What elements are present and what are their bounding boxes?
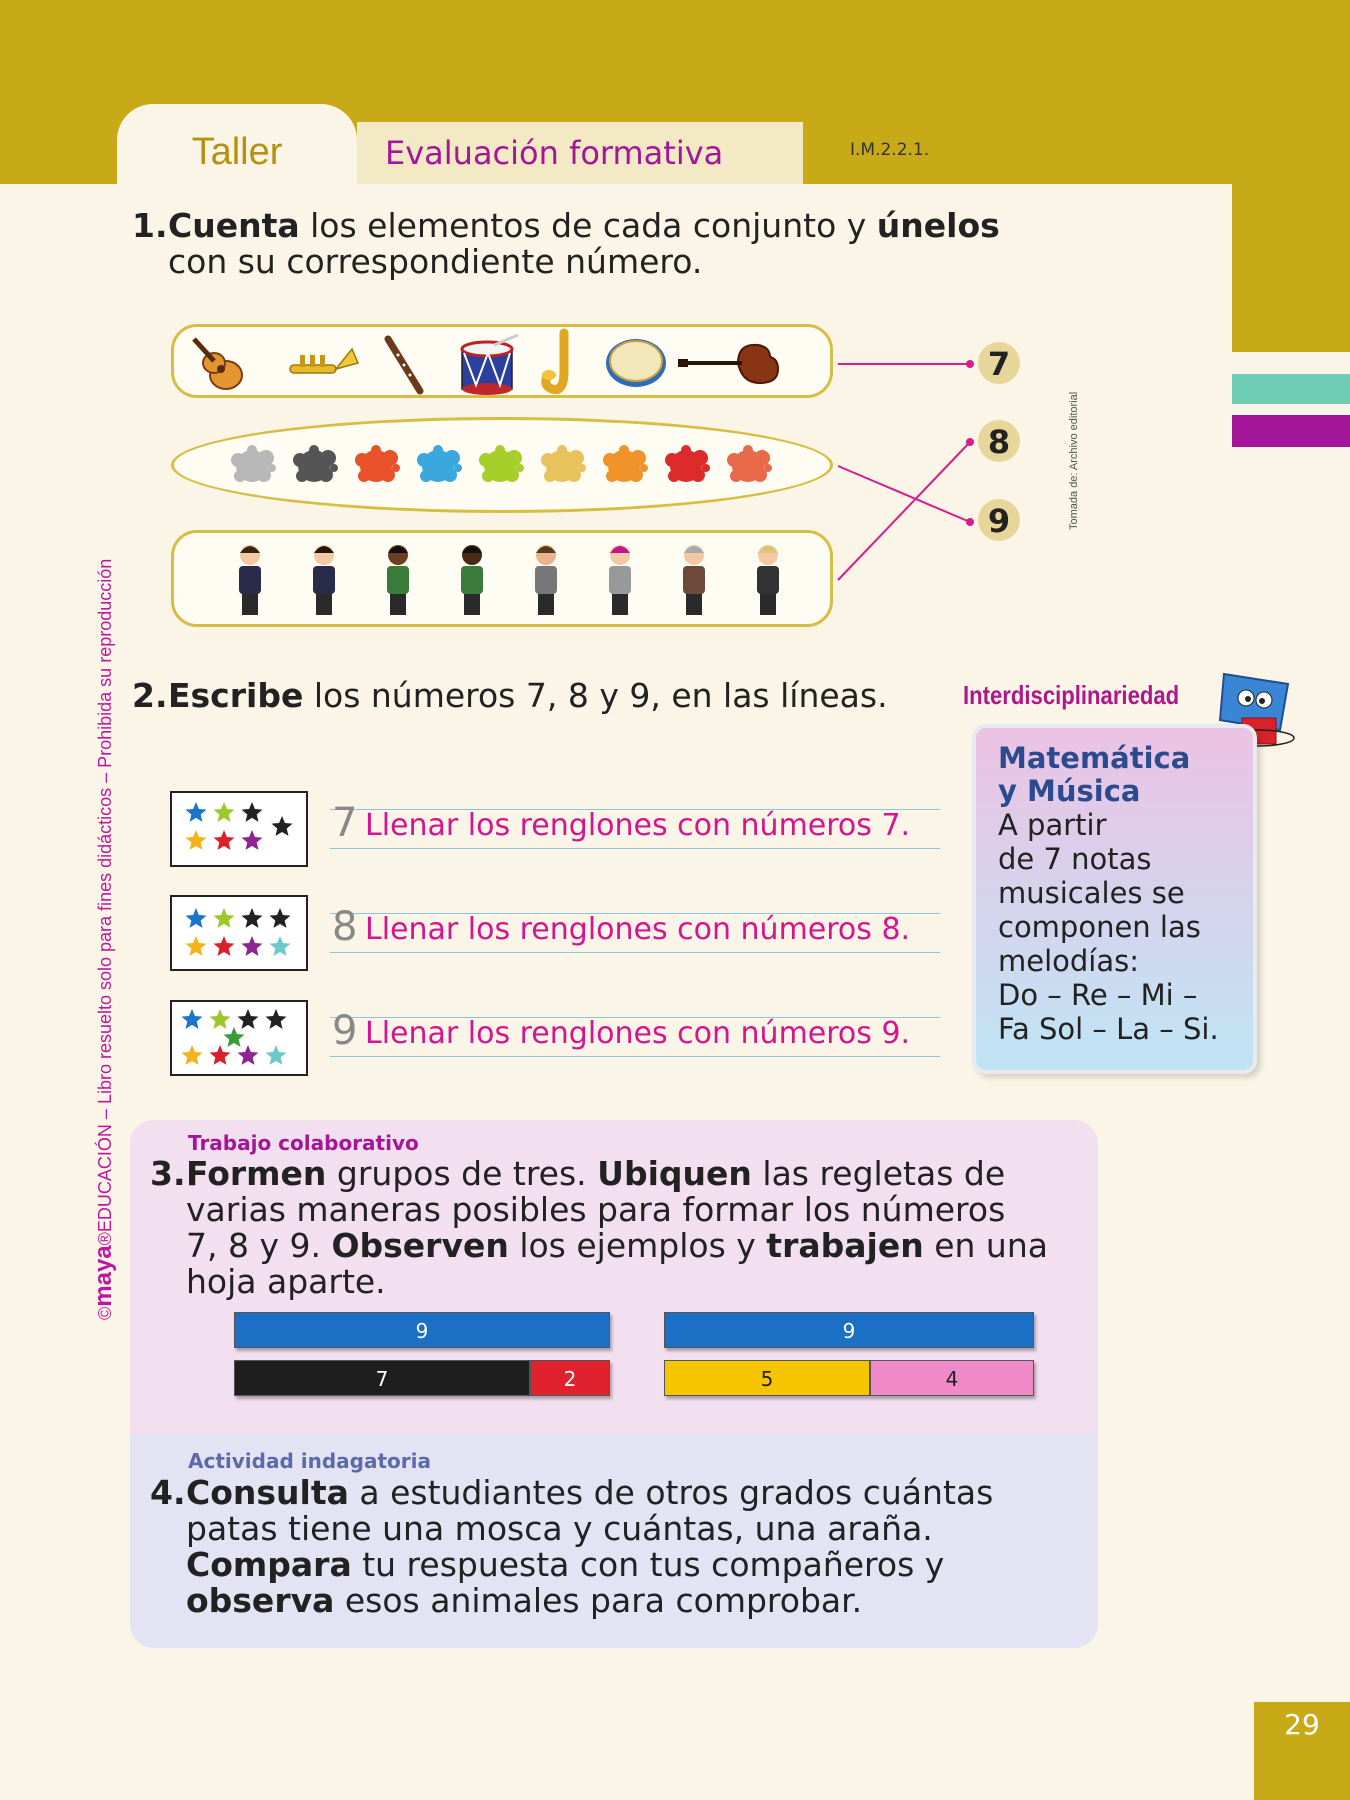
star-icon xyxy=(270,908,291,928)
purple-stripe xyxy=(1232,415,1350,447)
right-band xyxy=(1232,0,1350,352)
number-circle-7[interactable]: 7 xyxy=(978,342,1020,384)
person-icon xyxy=(757,545,779,615)
trace-digit-7: 7 xyxy=(332,800,358,846)
paint-splat-icon xyxy=(479,445,524,482)
paint-splat-icon xyxy=(293,445,338,482)
page-number: 29 xyxy=(1254,1702,1350,1800)
star-icon xyxy=(242,830,263,850)
q1-number: 1. xyxy=(132,206,168,245)
info-line: Fa Sol – La – Si. xyxy=(998,1012,1219,1046)
writing-line-9[interactable] xyxy=(330,1008,940,1057)
info-line: Do – Re – Mi – xyxy=(998,978,1198,1012)
saxophone-icon xyxy=(542,333,564,390)
person-icon xyxy=(313,545,335,615)
info-heading-2: y Música xyxy=(998,774,1141,808)
paint-splat-icon xyxy=(603,445,648,482)
fill-text-7: Llenar los renglones con números 7. xyxy=(365,808,911,843)
drum-icon xyxy=(462,335,518,395)
indicator-code: I.M.2.2.1. xyxy=(850,140,930,160)
star-icon xyxy=(210,1009,231,1029)
writing-line-7[interactable] xyxy=(330,800,940,849)
instruments-drawing xyxy=(174,327,830,395)
interdisciplinary-box xyxy=(972,724,1257,1074)
star-icon xyxy=(242,908,263,928)
inquiry-label: Actividad indagatoria xyxy=(188,1449,431,1473)
star-icon xyxy=(272,816,293,836)
guitar-icon xyxy=(194,339,242,389)
star-icon xyxy=(214,908,235,928)
star-icon xyxy=(224,1027,245,1047)
set-instruments[interactable] xyxy=(171,324,833,398)
tambourine-icon xyxy=(606,339,666,387)
q2-number: 2. xyxy=(132,676,168,715)
violin-icon xyxy=(678,345,778,383)
star-icon xyxy=(186,802,207,822)
person-icon xyxy=(239,545,261,615)
star-icon xyxy=(214,830,235,850)
trace-digit-8: 8 xyxy=(332,904,358,950)
collaborative-label: Trabajo colaborativo xyxy=(188,1131,419,1155)
fill-text-9: Llenar los renglones con números 9. xyxy=(365,1016,911,1051)
info-heading-1: Matemática xyxy=(998,741,1191,775)
star-icon xyxy=(182,1009,203,1029)
person-icon xyxy=(535,545,557,615)
copyright-vertical: ©maya®EDUCACIÓN – Libro resuelto solo para fines didácticos – Prohibida su reproducción xyxy=(90,558,117,1320)
trace-digit-9: 9 xyxy=(332,1008,358,1054)
tab-evaluacion-formativa: Evaluación formativa xyxy=(357,122,803,184)
question-4: 4.Consulta a estudiantes de otros grados cuántas patas tiene una mosca y cuántas, una araña. Compara tu respuesta con tus compañeros y observa esos animales para comprobar. xyxy=(150,1473,994,1620)
recorder-icon xyxy=(388,339,420,391)
rod-left-2[interactable]: 2 xyxy=(530,1360,610,1396)
q1-verb-join: únelos xyxy=(876,206,1000,245)
person-icon xyxy=(683,545,705,615)
stars-9 xyxy=(172,1002,306,1074)
set-people[interactable] xyxy=(171,530,833,627)
star-box-9 xyxy=(170,1000,308,1076)
star-icon xyxy=(266,1045,287,1065)
paint-splat-icon xyxy=(665,445,710,482)
rod-right-5[interactable]: 5 xyxy=(664,1360,870,1396)
star-icon xyxy=(238,1045,259,1065)
trumpet-icon xyxy=(290,349,358,373)
star-box-7 xyxy=(170,791,308,867)
star-icon xyxy=(210,1045,231,1065)
question-3: 3.Formen grupos de tres. Ubiquen las regletas de varias maneras posibles para formar los números 7, 8 y 9. Observen los ejemplos y trabajen en una hoja aparte. xyxy=(150,1154,1048,1301)
rod-right-4[interactable]: 4 xyxy=(870,1360,1034,1396)
star-icon xyxy=(242,802,263,822)
q1-verb-count: Cuenta xyxy=(168,206,300,245)
star-icon xyxy=(214,936,235,956)
people-drawing xyxy=(174,533,830,623)
image-credit: Tomada de: Archivo editorial xyxy=(1068,391,1080,530)
rod-left-9[interactable]: 9 xyxy=(234,1312,610,1348)
star-icon xyxy=(214,802,235,822)
paint-splat-icon xyxy=(541,445,586,482)
star-icon xyxy=(242,936,263,956)
set-splats[interactable] xyxy=(171,417,833,513)
info-line: de 7 notas xyxy=(998,842,1152,876)
star-icon xyxy=(266,1009,287,1029)
rod-left-7[interactable]: 7 xyxy=(234,1360,530,1396)
fill-text-8: Llenar los renglones con números 8. xyxy=(365,912,911,947)
star-box-8 xyxy=(170,895,308,971)
writing-line-8[interactable] xyxy=(330,904,940,953)
interdisciplinary-title: Interdisciplinariedad xyxy=(963,680,1180,710)
teal-stripe xyxy=(1232,374,1350,404)
number-circle-9[interactable]: 9 xyxy=(978,499,1020,541)
info-line: melodías: xyxy=(998,944,1140,978)
connection-lines xyxy=(830,330,1000,590)
star-icon xyxy=(186,936,207,956)
info-line: A partir xyxy=(998,808,1107,842)
star-icon xyxy=(182,1045,203,1065)
rod-right-9[interactable]: 9 xyxy=(664,1312,1034,1348)
q2-verb-write: Escribe xyxy=(168,676,304,715)
paint-splat-icon xyxy=(727,445,772,482)
question-2: 2.Escribe los números 7, 8 y 9, en las líneas. xyxy=(132,676,888,715)
paint-splat-icon xyxy=(355,445,400,482)
splats-drawing xyxy=(174,420,830,510)
question-1: 1.Cuenta los elementos de cada conjunto y únelos con su correspondiente número. xyxy=(132,206,1000,281)
star-icon xyxy=(186,830,207,850)
stars-7 xyxy=(172,793,306,865)
paint-splat-icon xyxy=(417,445,462,482)
stars-8 xyxy=(172,897,306,969)
tab-taller: Taller xyxy=(117,104,357,186)
star-icon xyxy=(186,908,207,928)
paint-splat-icon xyxy=(231,445,276,482)
person-icon xyxy=(387,545,409,615)
info-line: componen las xyxy=(998,910,1201,944)
number-circle-8[interactable]: 8 xyxy=(978,420,1020,462)
star-icon xyxy=(270,936,291,956)
person-icon xyxy=(461,545,483,615)
info-line: musicales se xyxy=(998,876,1185,910)
person-icon xyxy=(609,545,631,615)
star-icon xyxy=(238,1009,259,1029)
